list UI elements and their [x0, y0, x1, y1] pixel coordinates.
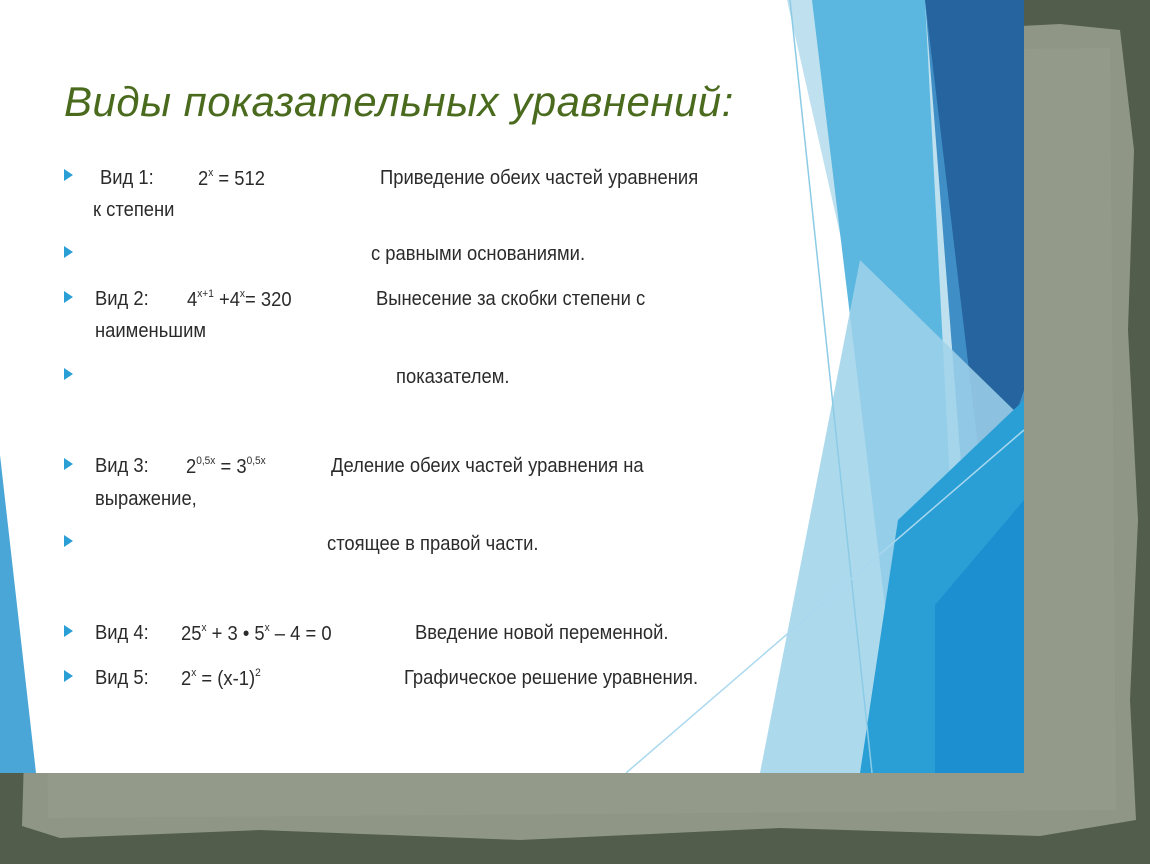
bullet-icon — [64, 368, 73, 380]
item-1-description: Приведение обеих частей уравнения — [380, 167, 699, 189]
bullet-icon — [64, 625, 73, 637]
bullet-icon — [64, 169, 73, 181]
item-5-description: Графическое решение уравнения. — [404, 667, 699, 689]
bullet-icon — [64, 458, 73, 470]
slide-title: Виды показательных уравнений: — [64, 78, 734, 125]
item-4-label: Вид 4: — [95, 622, 149, 644]
item-1-continuation: с равными основаниями. — [371, 243, 586, 265]
item-1-description-wrap: к степени — [93, 199, 175, 221]
item-1-label: Вид 1: — [100, 167, 154, 189]
item-4-description: Введение новой переменной. — [415, 622, 669, 644]
item-2-description: Вынесение за скобки степени с — [376, 288, 646, 310]
item-5-formula: $2^x = (x-1)^2$ — [181, 667, 261, 690]
bullet-icon — [64, 246, 73, 258]
bullet-icon — [64, 670, 73, 682]
item-3-description: Деление обеих частей уравнения на — [331, 455, 644, 477]
item-4-formula: $25^x + 3$ • 5$^x$ – 4 = 0 — [181, 622, 332, 645]
item-3-continuation: стоящее в правой части. — [327, 533, 539, 555]
item-5-label: Вид 5: — [95, 667, 149, 689]
item-3-formula: $2^{0,5x} = 3^{0,5x}$ — [186, 455, 266, 478]
item-3-label: Вид 3: — [95, 455, 149, 477]
bullet-icon — [64, 291, 73, 303]
item-3-description-wrap: выражение, — [95, 488, 197, 510]
item-2-formula: $4^{x+1} +4^x= 320$ — [187, 288, 292, 311]
item-2-description-wrap: наименьшим — [95, 320, 207, 342]
bullet-icon — [64, 535, 73, 547]
item-2-continuation: показателем. — [396, 366, 510, 388]
item-1-formula: $2^x = 512$ — [198, 167, 265, 190]
item-2-label: Вид 2: — [95, 288, 149, 310]
